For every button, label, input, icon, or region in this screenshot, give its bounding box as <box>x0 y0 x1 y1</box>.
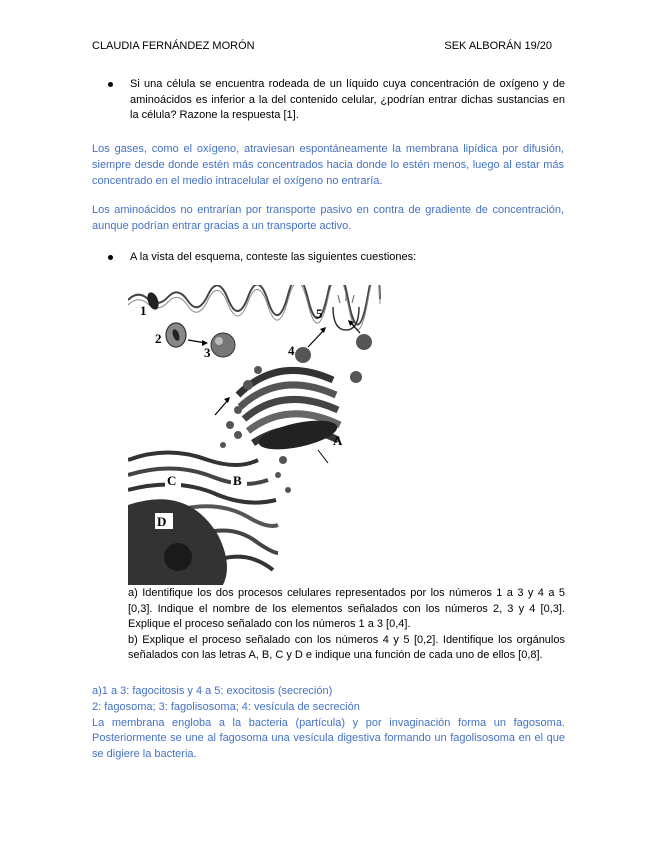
nucleus <box>128 499 227 585</box>
label-D: D <box>157 514 167 529</box>
golgi-apparatus <box>238 366 340 455</box>
subquestions <box>128 586 565 664</box>
subquestion-a: a) Identifique los dos procesos celulares representados por los números 1 a 3 y 4 a 5 [0,3]. Indique el nombre de los elementos señalados con los números 2, 3 y 4 [0,3]. Explique el proceso señalado con los números 1 a 3 [0,4]. <box>128 587 565 631</box>
label-A: A <box>333 433 343 448</box>
label-5: 5 <box>316 306 323 321</box>
answer-1-paragraph-1: Los gases, como el oxígeno, atraviesan espontáneamente la membrana lipídica por difusión, siempre desde donde estén más concentrados hacia donde lo estén menos, luego al estar más concentrado en el medio intracelular el oxígeno no entraría. <box>92 143 564 187</box>
answer-1-paragraph-2: Los aminoácidos no entrarían por transporte pasivo en contra de gradiente de concentración, aunque podrían entrar gracias a un transporte activo. <box>92 204 564 232</box>
label-4: 4 <box>288 343 295 358</box>
label-B: B <box>233 473 242 488</box>
label-3: 3 <box>204 345 211 360</box>
exocytosis-vesicle <box>333 307 359 330</box>
header-author: CLAUDIA FERNÁNDEZ MORÓN <box>92 40 255 52</box>
label-2: 2 <box>155 331 162 346</box>
subquestion-b: b) Explique el proceso señalado con los números 4 y 5 [0,2]. Identifique los orgánulos señalados con las letras A, B, C y D e indique una función de cada uno de ellos [0,8]. <box>128 633 565 662</box>
answer-2-line-2: 2: fagosoma; 3: fagolisosoma; 4: vesícula de secreción <box>92 700 360 713</box>
question-1-text: Si una célula se encuentra rodeada de un líquido cuya concentración de oxígeno y de aminoácidos es inferior a la del contenido celular, ¿podrían entrar dichas sustancias en la célula? Razone la respuesta [1]. <box>130 78 565 121</box>
answer-2 <box>92 684 565 763</box>
answer-2-line-1: a)1 a 3: fagocitosis y 4 a 5: exocitosis (secreción) <box>92 685 333 697</box>
bullet-icon <box>108 82 113 87</box>
secretion-vesicle <box>295 347 311 363</box>
label-1: 1 <box>140 303 147 318</box>
header-school: SEK ALBORÁN 19/20 <box>444 40 552 52</box>
bullet-icon <box>108 255 113 260</box>
cell-diagram <box>128 285 383 585</box>
phagolysosome <box>211 333 235 357</box>
label-C: C <box>167 473 177 488</box>
question-1 <box>110 77 565 124</box>
answer-2-line-3: La membrana engloba a la bacteria (partícula) y por invaginación forma un fagosoma. Posteriormente se une al fagosoma una vesícula digestiva formando un fagolisosoma en el que se digiere la bacteria. <box>92 716 565 761</box>
question-2 <box>110 250 565 266</box>
question-2-text: A la vista del esquema, conteste las siguientes cuestiones: <box>130 251 417 263</box>
